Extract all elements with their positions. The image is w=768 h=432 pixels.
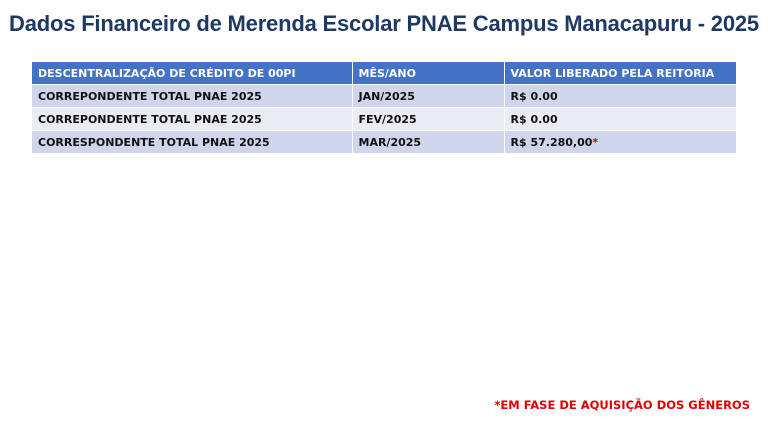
footnote: *EM FASE DE AQUISIÇÃO DOS GÊNEROS [494, 398, 750, 412]
cell-descricao: CORRESPONDENTE TOTAL PNAE 2025 [32, 131, 352, 154]
cell-mes-ano: FEV/2025 [352, 108, 504, 131]
cell-mes-ano: JAN/2025 [352, 85, 504, 108]
cell-valor [504, 131, 736, 154]
table-row [32, 108, 736, 131]
valor-text: R$ 0.00 [510, 89, 558, 103]
valor-text: R$ 57.280,00 [510, 135, 593, 149]
column-header-valor-liberado: VALOR LIBERADO PELA REITORIA [504, 62, 736, 85]
column-header-descentralizacao: DESCENTRALIZAÇÃO DE CRÉDITO DE 00PI [32, 62, 352, 85]
cell-valor [504, 108, 736, 131]
table-header-row [32, 62, 736, 85]
valor-text: R$ 0.00 [510, 112, 558, 126]
cell-valor [504, 85, 736, 108]
table-row [32, 131, 736, 154]
financial-table [32, 62, 736, 154]
cell-descricao: CORREPONDENTE TOTAL PNAE 2025 [32, 108, 352, 131]
table-row [32, 85, 736, 108]
page-title: Dados Financeiro de Merenda Escolar PNAE Campus Manacapuru - 2025 [9, 11, 759, 36]
column-header-mes-ano: MÊS/ANO [352, 62, 504, 85]
cell-mes-ano: MAR/2025 [352, 131, 504, 154]
cell-descricao: CORREPONDENTE TOTAL PNAE 2025 [32, 85, 352, 108]
footnote-marker: * [592, 135, 599, 149]
